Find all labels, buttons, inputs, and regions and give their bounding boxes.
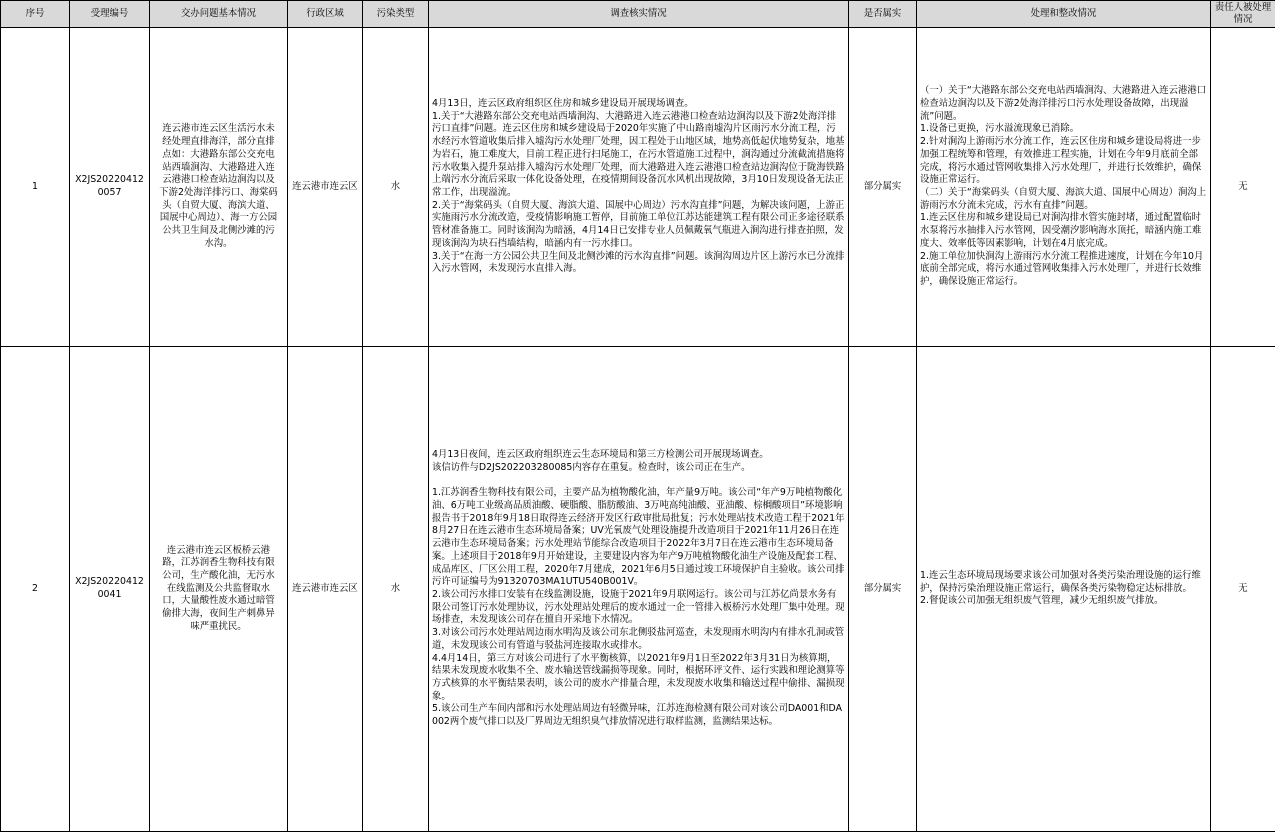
rectification-paragraph: 1.连云生态环境局现场要求该公司加强对各类污染治理设施的运行维护，保持污染治理设施正常运行，确保各类污染物稳定达标排放。 xyxy=(920,570,1207,595)
header-responsible: 责任人被处理情况 xyxy=(1211,1,1275,28)
cell-investigation xyxy=(429,28,849,347)
table-header-row xyxy=(1,1,1275,28)
cell-region: 连云港市连云区 xyxy=(288,28,363,347)
header-region: 行政区域 xyxy=(288,1,363,28)
investigation-paragraph: 1.江苏润香生物科技有限公司，主要产品为植物酸化油，年产量9万吨。该公司“年产9万吨植物酸化油、6万吨工业级高品质油酸、硬脂酸、脂肪酸油、3万吨高纯油酸、亚油酸、棕榈酸项目”环境影响报告书于2018年9月18日取得连云经济开发区行政审批局批复；污水处理站技术改造工程于2021年8月27日在连云港市生态环境局备案；UV光氧废气处理设施提升改造项目于2021年11月26日在连云港市生态环境局备案；污水处理站节能综合改造项目于2022年3月7日在连云港市生态环境局备案。上述项目于2018年9月开始建设，主要建设内容为年产9万吨植物酸化油生产设施及配套工程、成品库区、厂区公用工程，2020年7月建成，2021年6月5日通过竣工环境保护自主验收。该公司排污许可证编号为91320703MA1UTU540B001V。 xyxy=(432,487,845,589)
cell-responsible: 无 xyxy=(1211,28,1275,347)
header-basic: 交办问题基本情况 xyxy=(150,1,288,28)
investigation-paragraph: 4月13日夜间，连云区政府组织连云生态环境局和第三方检测公司开展现场调查。 xyxy=(432,449,845,462)
blank-line xyxy=(432,475,845,488)
investigation-paragraph: 3.对该公司污水处理站周边雨水明沟及该公司东北侧驳盐河巡查，未发现雨水明沟内有排水孔洞或管道，未发现该公司有管道与驳盐河连接取水或排水。 xyxy=(432,627,845,652)
rectification-paragraph: （二）关于“海棠码头（自贸大厦、海滨大道、国展中心周边）涧沟上游雨污水分流未完成，污水有直排”问题。 xyxy=(920,187,1207,212)
cell-investigation xyxy=(429,347,849,832)
investigation-paragraph: 2.该公司污水排口安装有在线监测设施，设施于2021年9月联网运行。该公司与江苏亿尚景水务有限公司签订污水处理协议，污水处理站处理后的废水通过一企一管排入板桥污水处理厂集中处理。现场排查，未发现该公司存在擅自开采地下水情况。 xyxy=(432,589,845,627)
rectification-paragraph: 1.连云区住房和城乡建设局已对涧沟排水管实施封堵，通过配置临时水泵将污水抽排入污水管网，因受潮汐影响海水顶托，暗涵内施工难度大、效率低等因素影响，计划在4月底完成。 xyxy=(920,212,1207,250)
cell-type: 水 xyxy=(363,28,429,347)
cell-basic: 连云港市连云区板桥云港路，江苏润香生物科技有限公司，生产酸化油，无污水在线监测及公共监督取水口，大量酸性废水通过暗管偷排大海，夜间生产刺鼻异味严重扰民。 xyxy=(150,347,288,832)
table-row xyxy=(1,347,1275,832)
rectification-paragraph: 2.施工单位加快涧沟上游雨污水分流工程推进速度，计划在今年10月底前全部完成，将污水通过管网收集排入污水处理厂，并进行长效维护，确保设施正常运行。 xyxy=(920,251,1207,289)
header-id: 受理编号 xyxy=(70,1,150,28)
investigation-paragraph: 该信访件与D2JS202203280085内容存在重复。检查时，该公司正在生产。 xyxy=(432,462,845,475)
header-type: 污染类型 xyxy=(363,1,429,28)
rectification-paragraph: 2.督促该公司加强无组织废气管理，减少无组织废气排放。 xyxy=(920,595,1207,608)
investigation-paragraph: 3.关于“在海一方公园公共卫生间及北侧沙滩的污水沟直排”问题。该涧沟周边片区上游污水已分流排入污水管网，未发现污水直排入海。 xyxy=(432,251,845,276)
cell-seq: 1 xyxy=(1,28,70,347)
cell-type: 水 xyxy=(363,347,429,832)
cell-rectification xyxy=(917,347,1211,832)
investigation-paragraph: 5.该公司生产车间内部和污水处理站周边有轻微异味，江苏连海检测有限公司对该公司DA001和DA002两个废气排口以及厂界周边无组织臭气排放情况进行取样监测，监测结果达标。 xyxy=(432,703,845,728)
cell-region: 连云港市连云区 xyxy=(288,347,363,832)
cell-id: X2JS202204120041 xyxy=(70,347,150,832)
rectification-paragraph: 1.设备已更换，污水溢流现象已消除。 xyxy=(920,123,1207,136)
investigation-paragraph: 4月13日，连云区政府组织区住房和城乡建设局开展现场调查。 xyxy=(432,98,845,111)
cell-id: X2JS202204120057 xyxy=(70,28,150,347)
cell-seq: 2 xyxy=(1,347,70,832)
investigation-paragraph: 4.4月14日，第三方对该公司进行了水平衡核算，以2021年9月1日至2022年3月31日为核算期，结果未发现废水收集不全、废水输送管线漏损等现象。同时，根据环评文件、运行实践和理论测算等方式核算的水平衡结果表明，该公司的废水产排量合理，未发现废水收集和输送过程中偷排、漏损现象。 xyxy=(432,653,845,704)
rectification-paragraph: 2.针对涧沟上游雨污水分流工作，连云区住房和城乡建设局将进一步加强工程统筹和管理，有效推进工程实施，计划在今年9月底前全部完成，将污水通过管网收集排入污水处理厂，并进行长效维护，确保设施正常运行。 xyxy=(920,136,1207,187)
cell-verified: 部分属实 xyxy=(849,347,917,832)
cell-rectification xyxy=(917,28,1211,347)
header-investigation: 调查核实情况 xyxy=(429,1,849,28)
rectification-paragraph: （一）关于“大港路东部公交充电站西墙涧沟、大港路进入连云港港口检查站边涧沟以及下游2处海洋排污口污水处理设备故障，出现溢流”问题。 xyxy=(920,85,1207,123)
header-verified: 是否属实 xyxy=(849,1,917,28)
investigation-paragraph: 1.关于“大港路东部公交充电站西墙涧沟、大港路进入连云港港口检查站边涧沟以及下游2处海洋排污口直排”问题。连云区住房和城乡建设局于2020年实施了中山路南墟沟片区雨污水分流工程，污水经污水管道收集后排入墟沟污水处理厂处理，因工程处于山地区域，地势高低起伏地势复杂，地基为岩石，施工难度大，目前工程正进行扫尾施工，在污水管道施工过程中，涧沟通过分流截流措施将污水收集入提升泵站排入墟沟污水处理厂处理，而大港路进入连云港港口检查站边涧沟位于陇海铁路上端污水分流后采取一体化设备处理，在疫情期间设备沉水风机出现故障，3月10日发现设备无法正常工作，出现溢流。 xyxy=(432,111,845,200)
investigation-paragraph: 2.关于“海棠码头（自贸大厦、海滨大道、国展中心周边）污水沟直排”问题，为解决该问题，上游正实施雨污水分流改造，受疫情影响施工暂停，目前施工单位江苏达能建筑工程有限公司正多途径联系管材准备施工。同时该涧沟为暗涵，4月14日已安排专业人员佩戴氧气瓶进入涧沟进行排查拍照，发现该涧沟为块石挡墙结构，暗涵内有一污水排口。 xyxy=(432,200,845,251)
cell-basic: 连云港市连云区生活污水未经处理直排海洋，部分直排点如：大港路东部公交充电站西墙涧沟、大港路进入连云港港口检查站边涧沟以及下游2处海洋排污口、海棠码头（自贸大厦、海滨大道、国展中心周边）、海一方公园公共卫生间及北侧沙滩的污水沟。 xyxy=(150,28,288,347)
header-rectification: 处理和整改情况 xyxy=(917,1,1211,28)
table-row xyxy=(1,28,1275,347)
cell-verified: 部分属实 xyxy=(849,28,917,347)
cell-responsible: 无 xyxy=(1211,347,1275,832)
header-seq: 序号 xyxy=(1,1,70,28)
